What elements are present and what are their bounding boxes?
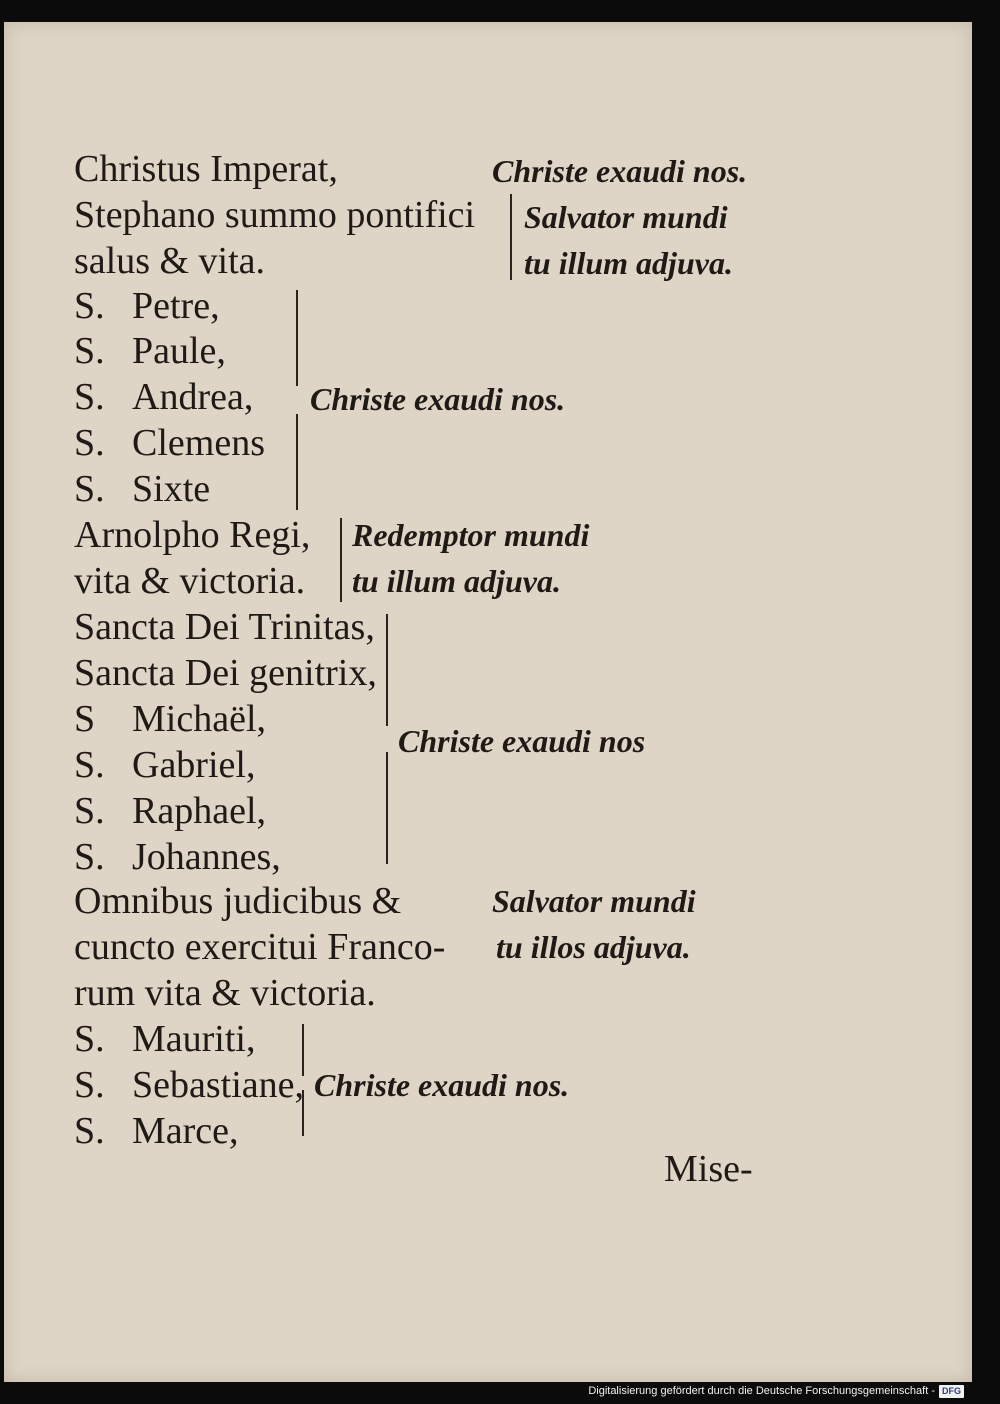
response-text: Christe exaudi nos. — [314, 1067, 570, 1103]
text-line: Petre, — [132, 285, 220, 327]
text-line: Raphael, — [132, 790, 267, 832]
text-line: Marce, — [132, 1110, 239, 1152]
text-line: Omnibus judicibus & — [74, 880, 402, 922]
text-line: Mauriti, — [132, 1018, 256, 1060]
bracket — [510, 194, 512, 280]
text-line: Michaël, — [132, 698, 267, 740]
bracket — [296, 414, 298, 510]
response-text: Salvator mundi — [492, 883, 696, 919]
response-text: tu illum adjuva. — [352, 563, 561, 599]
response-text: Christe exaudi nos. — [492, 153, 748, 189]
text-line: S. — [74, 468, 105, 510]
text-line: S. — [74, 285, 105, 327]
text-line: rum vita & victoria. — [74, 972, 376, 1014]
text-line: vita & victoria. — [74, 560, 306, 602]
text-line: Clemens — [132, 422, 265, 464]
text-line: S. — [74, 1064, 105, 1106]
text-line: Sixte — [132, 468, 211, 510]
text-line: Paule, — [132, 330, 226, 372]
text-line: S. — [74, 836, 105, 878]
bracket — [302, 1090, 304, 1136]
response-text: Salvator mundi — [524, 199, 728, 235]
text-line: Sebastiane, — [132, 1064, 305, 1106]
text-line: S. — [74, 330, 105, 372]
bracket — [296, 290, 298, 386]
text-line: Arnolpho Regi, — [74, 514, 311, 556]
text-line: Stephano summo pontifici — [74, 194, 476, 236]
text-line: cuncto exercitui Franco- — [74, 926, 446, 968]
text-line: Andrea, — [132, 376, 254, 418]
text-line: S. — [74, 422, 105, 464]
text-line: S. — [74, 744, 105, 786]
response-text: tu illos adjuva. — [496, 929, 691, 965]
text-line: S. — [74, 376, 105, 418]
text-line: Gabriel, — [132, 744, 256, 786]
footer-text: Digitalisierung gefördert durch die Deutsche Forschungsgemeinschaft - — [588, 1385, 935, 1397]
response-text: tu illum adjuva. — [524, 245, 733, 281]
text-line: S. — [74, 790, 105, 832]
bracket — [386, 752, 388, 864]
book-page — [4, 22, 972, 1382]
text-line: Sancta Dei genitrix, — [74, 652, 377, 694]
text-line: Christus Imperat, — [74, 148, 338, 190]
bracket — [302, 1024, 304, 1076]
text-line: S — [74, 698, 96, 740]
dfg-logo-icon: DFG — [939, 1385, 964, 1398]
text-line: Johannes, — [132, 836, 281, 878]
response-text: Christe exaudi nos — [398, 723, 646, 759]
text-line: S. — [74, 1110, 105, 1152]
response-text: Redemptor mundi — [352, 517, 590, 553]
response-text: Christe exaudi nos. — [310, 381, 566, 417]
text-line: Sancta Dei Trinitas, — [74, 606, 375, 648]
footer — [588, 1382, 964, 1400]
bracket — [340, 518, 342, 602]
catchword: Mise- — [664, 1148, 753, 1190]
text-line: salus & vita. — [74, 240, 266, 282]
bracket — [386, 614, 388, 726]
text-line: S. — [74, 1018, 105, 1060]
